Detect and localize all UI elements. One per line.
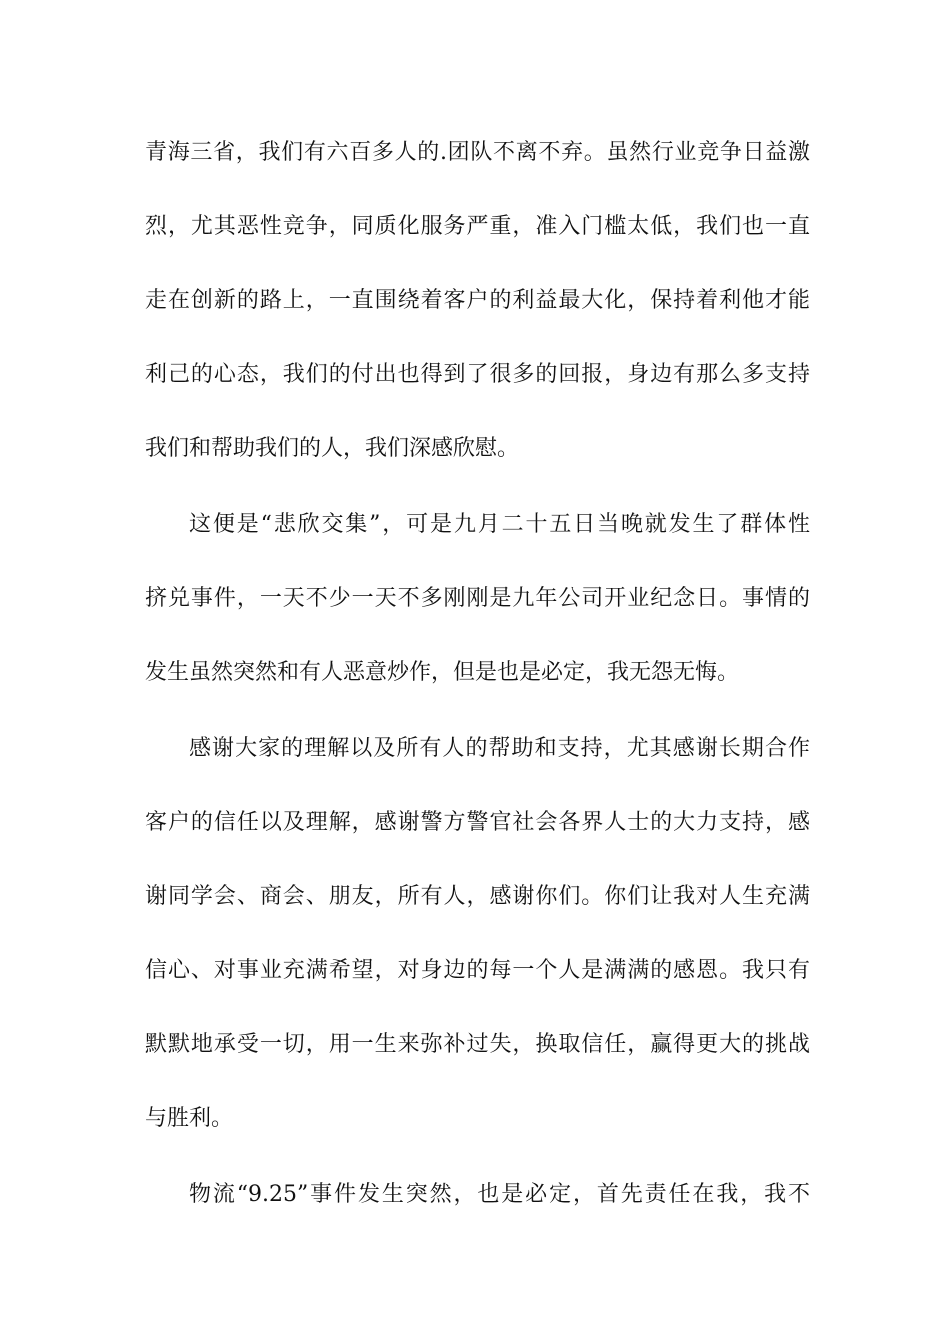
text-line-8: 发生虽然突然和有人恶意炒作，但是也是必定，我无怨无悔。 xyxy=(145,660,740,685)
text-line-6: 这便是“悲欣交集”，可是九月二十五日当晚就发生了群体性 xyxy=(189,512,810,537)
text-line-15: 物流“9.25”事件发生突然，也是必定，首先责任在我，我不 xyxy=(189,1182,810,1207)
text-line-11: 谢同学会、商会、朋友，所有人，感谢你们。你们让我对人生充满 xyxy=(145,884,810,909)
text-line-13: 默默地承受一切，用一生来弥补过失，换取信任，赢得更大的挑战 xyxy=(145,1032,810,1057)
text-line-10: 客户的信任以及理解，感谢警方警官社会各界人士的大力支持，感 xyxy=(145,810,810,835)
text-line-1: 青海三省，我们有六百多人的.团队不离不弃。虽然行业竞争日益激 xyxy=(145,140,810,165)
text-line-14: 与胜利。 xyxy=(145,1106,234,1131)
text-line-2: 烈，尤其恶性竞争，同质化服务严重，准入门槛太低，我们也一直 xyxy=(145,214,810,239)
text-line-9: 感谢大家的理解以及所有人的帮助和支持，尤其感谢长期合作 xyxy=(189,736,810,761)
text-line-12: 信心、对事业充满希望，对身边的每一个人是满满的感恩。我只有 xyxy=(145,958,810,983)
text-line-4: 利己的心态，我们的付出也得到了很多的回报，身边有那么多支持 xyxy=(145,362,810,387)
text-line-7: 挤兑事件，一天不少一天不多刚刚是九年公司开业纪念日。事情的 xyxy=(145,586,810,611)
text-line-5: 我们和帮助我们的人，我们深感欣慰。 xyxy=(145,436,520,461)
text-line-3: 走在创新的路上，一直围绕着客户的利益最大化，保持着利他才能 xyxy=(145,288,810,313)
